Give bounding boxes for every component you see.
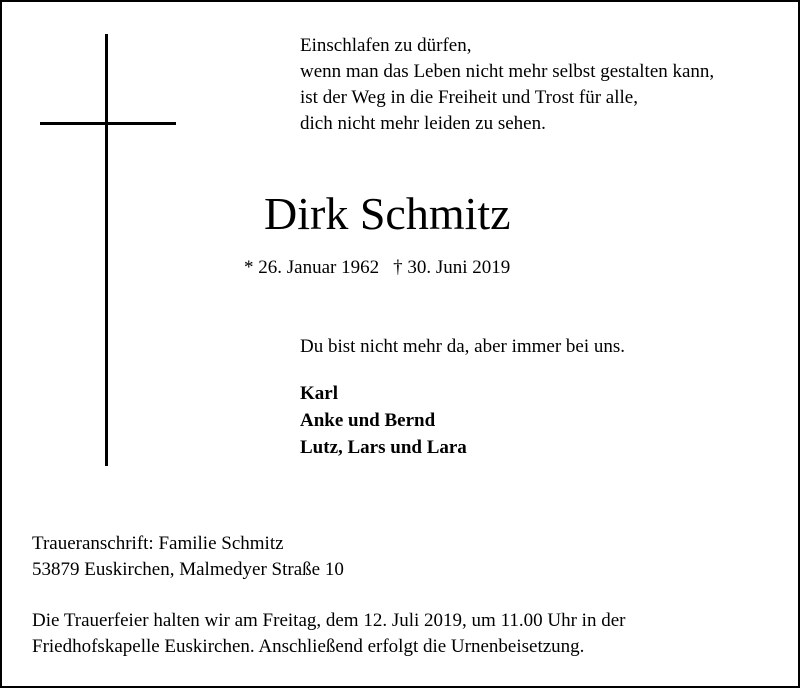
- ceremony-line: Die Trauerfeier halten wir am Freitag, dem 12. Juli 2019, um 11.00 Uhr in der: [32, 610, 626, 631]
- cross-vertical-bar: [105, 34, 108, 466]
- family-member: Lutz, Lars und Lara: [300, 437, 467, 458]
- family-signatures: [300, 380, 467, 461]
- life-dates: [244, 255, 510, 281]
- funeral-notice: [32, 608, 625, 660]
- mourning-address: [32, 531, 344, 583]
- birth-date: * 26. Januar 1962: [244, 257, 380, 278]
- family-member: Anke und Bernd: [300, 410, 436, 431]
- poem-line: dich nicht mehr leiden zu sehen.: [300, 113, 546, 134]
- ceremony-line: Friedhofskapelle Euskirchen. Anschließend erfolgt die Urnenbeisetzung.: [32, 636, 585, 657]
- poem-line: wenn man das Leben nicht mehr selbst gestalten kann,: [300, 61, 715, 82]
- cross-horizontal-bar: [40, 122, 176, 125]
- deceased-name: Dirk Schmitz: [264, 188, 511, 239]
- memorial-quote: Du bist nicht mehr da, aber immer bei uns.: [300, 336, 626, 357]
- address-line: Traueranschrift: Familie Schmitz: [32, 533, 284, 554]
- family-member: Karl: [300, 383, 338, 404]
- poem: [300, 33, 714, 137]
- poem-line: Einschlafen zu dürfen,: [300, 35, 472, 56]
- death-date: † 30. Juni 2019: [393, 257, 511, 278]
- poem-line: ist der Weg in die Freiheit und Trost für alle,: [300, 87, 638, 108]
- address-line: 53879 Euskirchen, Malmedyer Straße 10: [32, 559, 344, 580]
